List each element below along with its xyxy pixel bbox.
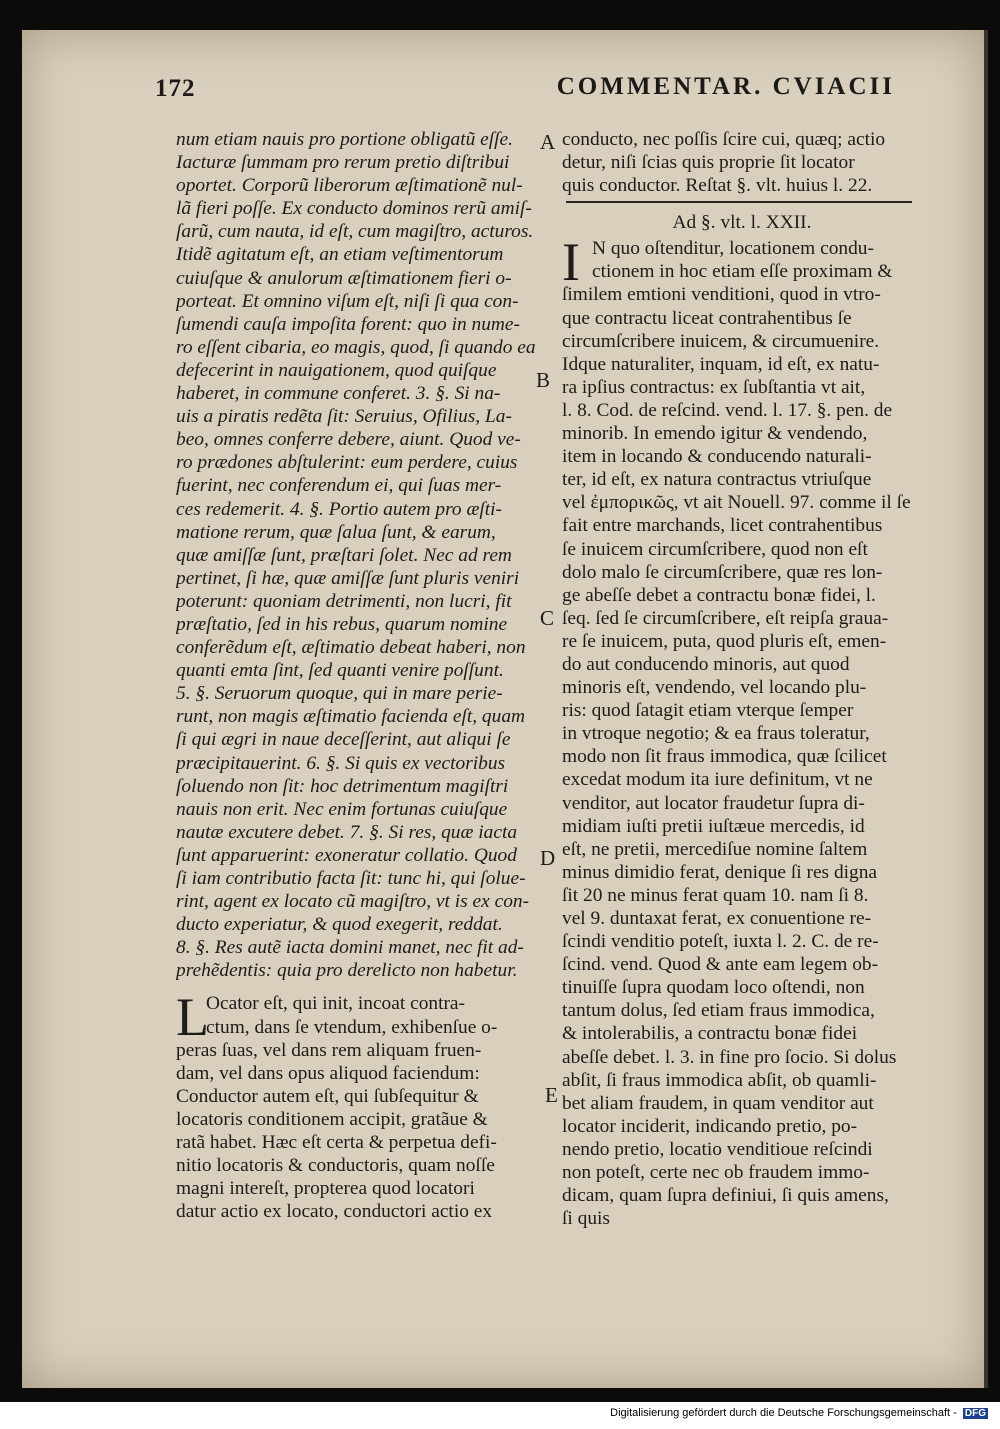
text-line: minorib. In emendo igitur & vendendo, <box>562 423 868 445</box>
text-line: ſoluendo non ſit: hoc detrimentum magiſtri <box>176 775 509 797</box>
text-line: dolo malo ſe circumſcribere, quæ res lon- <box>562 561 883 583</box>
left-paragraph-lines <box>176 987 538 1223</box>
text-line: ge abeſſe debet a contractu bonæ fidei, l. <box>562 584 876 606</box>
text-line: l. 8. Cod. de reſcind. vend. l. 17. §. pen. de <box>562 399 893 421</box>
text-line: nauis non erit. Nec enim fortunas cuiuſque <box>176 798 508 820</box>
text-line: matione rerum, quæ ſalua ſunt, & earum, <box>176 521 496 543</box>
text-line: fuerint, nec conferendum ei, qui ſuas mer- <box>176 475 502 497</box>
text-line: quæ amiſſæ ſunt, præſtari ſolet. Nec ad rem <box>176 544 512 566</box>
text-line: nitio locatoris & conductoris, quam noſſe <box>176 1155 495 1177</box>
margin-marker-c: C <box>540 606 555 630</box>
margin-marker-d: D <box>540 846 556 870</box>
text-line: num etiam nauis pro portione obligatũ eſſe. <box>176 129 513 150</box>
text-line: conducto, nec poſſis ſcire cui, quæq; actio <box>562 129 886 150</box>
text-line: dicam, quam ſupra definiui, ſi quis amens, <box>562 1185 889 1207</box>
text-line: ſcindi venditio poteſt, iuxta l. 2. C. de re- <box>562 931 879 953</box>
text-line: quis conductor. Reſtat §. vlt. huius l. 22. <box>562 175 873 197</box>
text-line: excedat modum ita iure definitum, vt ne <box>562 769 873 791</box>
text-line: 5. §. Seruorum quoque, qui in mare perie- <box>176 683 503 705</box>
margin-marker-a: A <box>540 130 556 154</box>
text-line: eſt, ne pretii, mercediſue nomine ſaltem <box>562 838 868 860</box>
text-line: ſi quis <box>562 1208 610 1230</box>
text-line: nendo pretio, locatio venditioue reſcindi <box>562 1138 873 1160</box>
text-line: item in locando & conducendo naturali- <box>562 446 872 468</box>
text-line: magni intereſt, propterea quod locatori <box>176 1178 475 1200</box>
text-line: uis a piratis redẽta ſit: Seruius, Ofilius, La- <box>176 406 512 428</box>
left-italic-text <box>176 128 538 982</box>
text-line: dam, vel dans opus aliquod faciendum: <box>176 1062 480 1084</box>
text-line: do aut conducendo minoris, aut quod <box>562 653 850 675</box>
text-line: abeſſe debet. l. 3. in fine pro ſocio. Si dolus <box>562 1046 897 1068</box>
right-paragraph-lines <box>562 232 922 1230</box>
running-header <box>155 73 915 113</box>
section-rule <box>566 201 912 203</box>
margin-marker-e: E <box>545 1083 558 1107</box>
text-line: Conductor autem eſt, qui ſubſequitur & <box>176 1085 479 1107</box>
text-line: porteat. Et omnino viſum eſt, niſi ſi qua con- <box>176 290 519 312</box>
text-line: ſeq. ſed ſe circumſcribere, eſt reipſa grauа- <box>562 607 889 629</box>
text-line: datur actio ex locato, conductori actio ex <box>176 1201 493 1223</box>
text-line: in vtroque negotio; & ea fraus toleratur, <box>562 723 870 745</box>
footer <box>610 1407 988 1419</box>
text-line: ratã habet. Hæc eſt certa & perpetua defi- <box>176 1132 497 1154</box>
text-line: ctionem in hoc etiam eſſe proximam & <box>592 261 893 283</box>
text-line: ro eſſent cibaria, eo magis, quod, ſi quando ea <box>176 336 536 358</box>
text-line: cuiuſque & anulorum æſtimationem fieri o- <box>176 267 512 289</box>
left-column <box>176 128 538 1223</box>
text-line: locatoris conditionem accipit, gratãue & <box>176 1108 488 1130</box>
text-line: ctum, dans ſe vtendum, exhibenſue o- <box>206 1016 498 1038</box>
text-line: Idque naturaliter, inquam, id eſt, ex natu- <box>562 353 880 375</box>
text-line: præſtatio, ſed in his rebus, quarum nomine <box>176 613 508 635</box>
text-line: non poteſt, certe nec ob fraudem immo- <box>562 1162 870 1184</box>
text-line: ra ipſius contractus: ex ſubſtantia vt ait, <box>562 376 866 398</box>
text-line: ducto experiatur, & quod exegerit, reddat. <box>176 914 503 936</box>
text-line: conferẽdum eſt, æſtimatio debeat haberi, non <box>176 637 526 659</box>
text-line: peras ſuas, vel dans rem aliquam fruen- <box>176 1039 482 1061</box>
dropcap-letter: L <box>176 987 209 1048</box>
text-line: Ocator eſt, qui init, incoat contra- <box>206 993 465 1015</box>
text-line: lã fieri poſſe. Ex conducto dominos rerũ amiſ- <box>176 198 532 220</box>
text-line: ſumendi cauſa impoſita forent: quo in nume- <box>176 313 520 335</box>
text-line: ces redemerit. 4. §. Portio autem pro æſti- <box>176 498 503 520</box>
section-subheading: Ad §. vlt. l. XXII. <box>672 212 812 234</box>
text-line: poterunt: quoniam detrimenti, non lucri, fit <box>176 590 512 612</box>
text-line: 8. §. Res autẽ iacta domini manet, nec fit ad- <box>176 937 524 959</box>
text-line: locator inciderit, indicando pretio, po- <box>562 1115 858 1137</box>
margin-marker-b: B <box>536 368 551 392</box>
text-line: haberet, in commune conferet. 3. §. Si na- <box>176 383 501 405</box>
text-line: N quo oſtenditur, locationem condu- <box>592 238 874 260</box>
text-line: ro prædones abſtulerint: eum perdere, cuius <box>176 452 518 474</box>
text-line: minus dimidio ferat, denique ſi res digna <box>562 861 878 883</box>
text-line: ſimilem emtioni venditioni, quod in vtro- <box>562 284 881 306</box>
running-title: COMMENTAR. CVIACII <box>556 73 895 100</box>
text-line: quanti emta ſint, ſed quanti venire poſſunt. <box>176 660 504 682</box>
right-paragraph <box>562 232 922 1230</box>
text-line: re ſe inuicem, puta, quod pluris eſt, emen- <box>562 630 887 652</box>
text-line: beo, omnes conferre debere, aiunt. Quod ve- <box>176 429 521 451</box>
page-number: 172 <box>155 75 196 102</box>
text-line: runt, non magis æſtimatio facienda eſt, quam <box>176 706 526 728</box>
text-line: ſi iam contributio facta ſit: tunc hi, qui ſolue- <box>176 868 526 889</box>
text-line: nautæ excutere debet. 7. §. Si res, quæ iacta <box>176 821 518 843</box>
left-paragraph <box>176 987 538 1223</box>
text-line: que contractu liceat contrahentibus ſe <box>562 307 852 329</box>
dfg-logo: DFG <box>964 1408 986 1419</box>
text-line: ſcind. vend. Quod & ante eam legem ob- <box>562 954 879 976</box>
text-line: ris: quod ſatagit etiam vterque ſemper <box>562 700 854 722</box>
text-line: ſi qui ægri in naue deceſſerint, aut aliqui ſe <box>176 729 511 751</box>
right-top-text <box>562 128 922 197</box>
text-line: ſe inuicem circumſcribere, quod non eſt <box>562 538 868 560</box>
text-line: minoris eſt, vendendo, vel locando plu- <box>562 677 867 699</box>
right-column <box>562 128 922 1230</box>
text-line: rint, agent ex locato cũ magiſtro, vt is ex con- <box>176 891 530 913</box>
text-line: ſarũ, cum nauta, id eſt, cum magiſtro, acturos. <box>176 221 534 243</box>
dropcap-letter: I <box>562 232 580 293</box>
text-line: & intolerabilis, a contractu bonæ fidei <box>562 1023 858 1045</box>
text-line: ſunt apparuerint: exoneratur collatio. Quod <box>176 844 517 866</box>
text-line: pertinet, ſi hæ, quæ amiſſæ ſunt pluris veniri <box>176 567 520 589</box>
text-line: tinuiſſe ſupra quodam loco oſtendi, non <box>562 977 865 999</box>
text-line: abſit, ſi fraus immodica abſit, ob quamli- <box>562 1069 877 1091</box>
text-line: fait entre marchands, licet contrahentibus <box>562 515 883 537</box>
text-line: midiam iuſti pretii iuſtæue mercedis, id <box>562 815 865 837</box>
text-line: Iacturæ ſummam pro rerum pretio diſtribui <box>176 152 510 174</box>
text-line: bet aliam fraudem, in quam venditor aut <box>562 1092 874 1114</box>
text-line: venditor, aut locator fraudetur ſupra di- <box>562 792 865 814</box>
text-line: Itidẽ agitatum eſt, an etiam veſtimentorum <box>176 244 504 266</box>
text-line: circumſcribere inuicem, & circumuenire. <box>562 330 880 352</box>
footer-text: Digitalisierung gefördert durch die Deutsche Forschungsgemeinschaft - <box>610 1407 957 1419</box>
text-line: vel ἐμπορικῶς, vt ait Nouell. 97. comme il ſe <box>562 492 911 514</box>
text-line: oportet. Corporũ liberorum æſtimationẽ nul- <box>176 175 523 197</box>
text-line: ter, id eſt, ex natura contractus vtriuſque <box>562 469 872 491</box>
text-line: modo non ſit fraus immodica, quæ ſcilicet <box>562 746 887 768</box>
text-line: tantum dolus, ſed etiam fraus immodica, <box>562 1000 875 1022</box>
text-line: defecerint in nauigationem, quod quiſque <box>176 359 497 381</box>
text-line: prehẽdentis: quia pro derelicto non habetur. <box>176 960 518 982</box>
text-line: ſit 20 ne minus ferat quam 10. nam ſi 8. <box>562 884 869 906</box>
text-line: vel 9. duntaxat ferat, ex conuentione re- <box>562 908 872 929</box>
text-line: detur, niſi ſcias quis proprie ſit locator <box>562 152 855 174</box>
text-line: præcipitauerint. 6. §. Si quis ex vectoribus <box>176 752 506 774</box>
